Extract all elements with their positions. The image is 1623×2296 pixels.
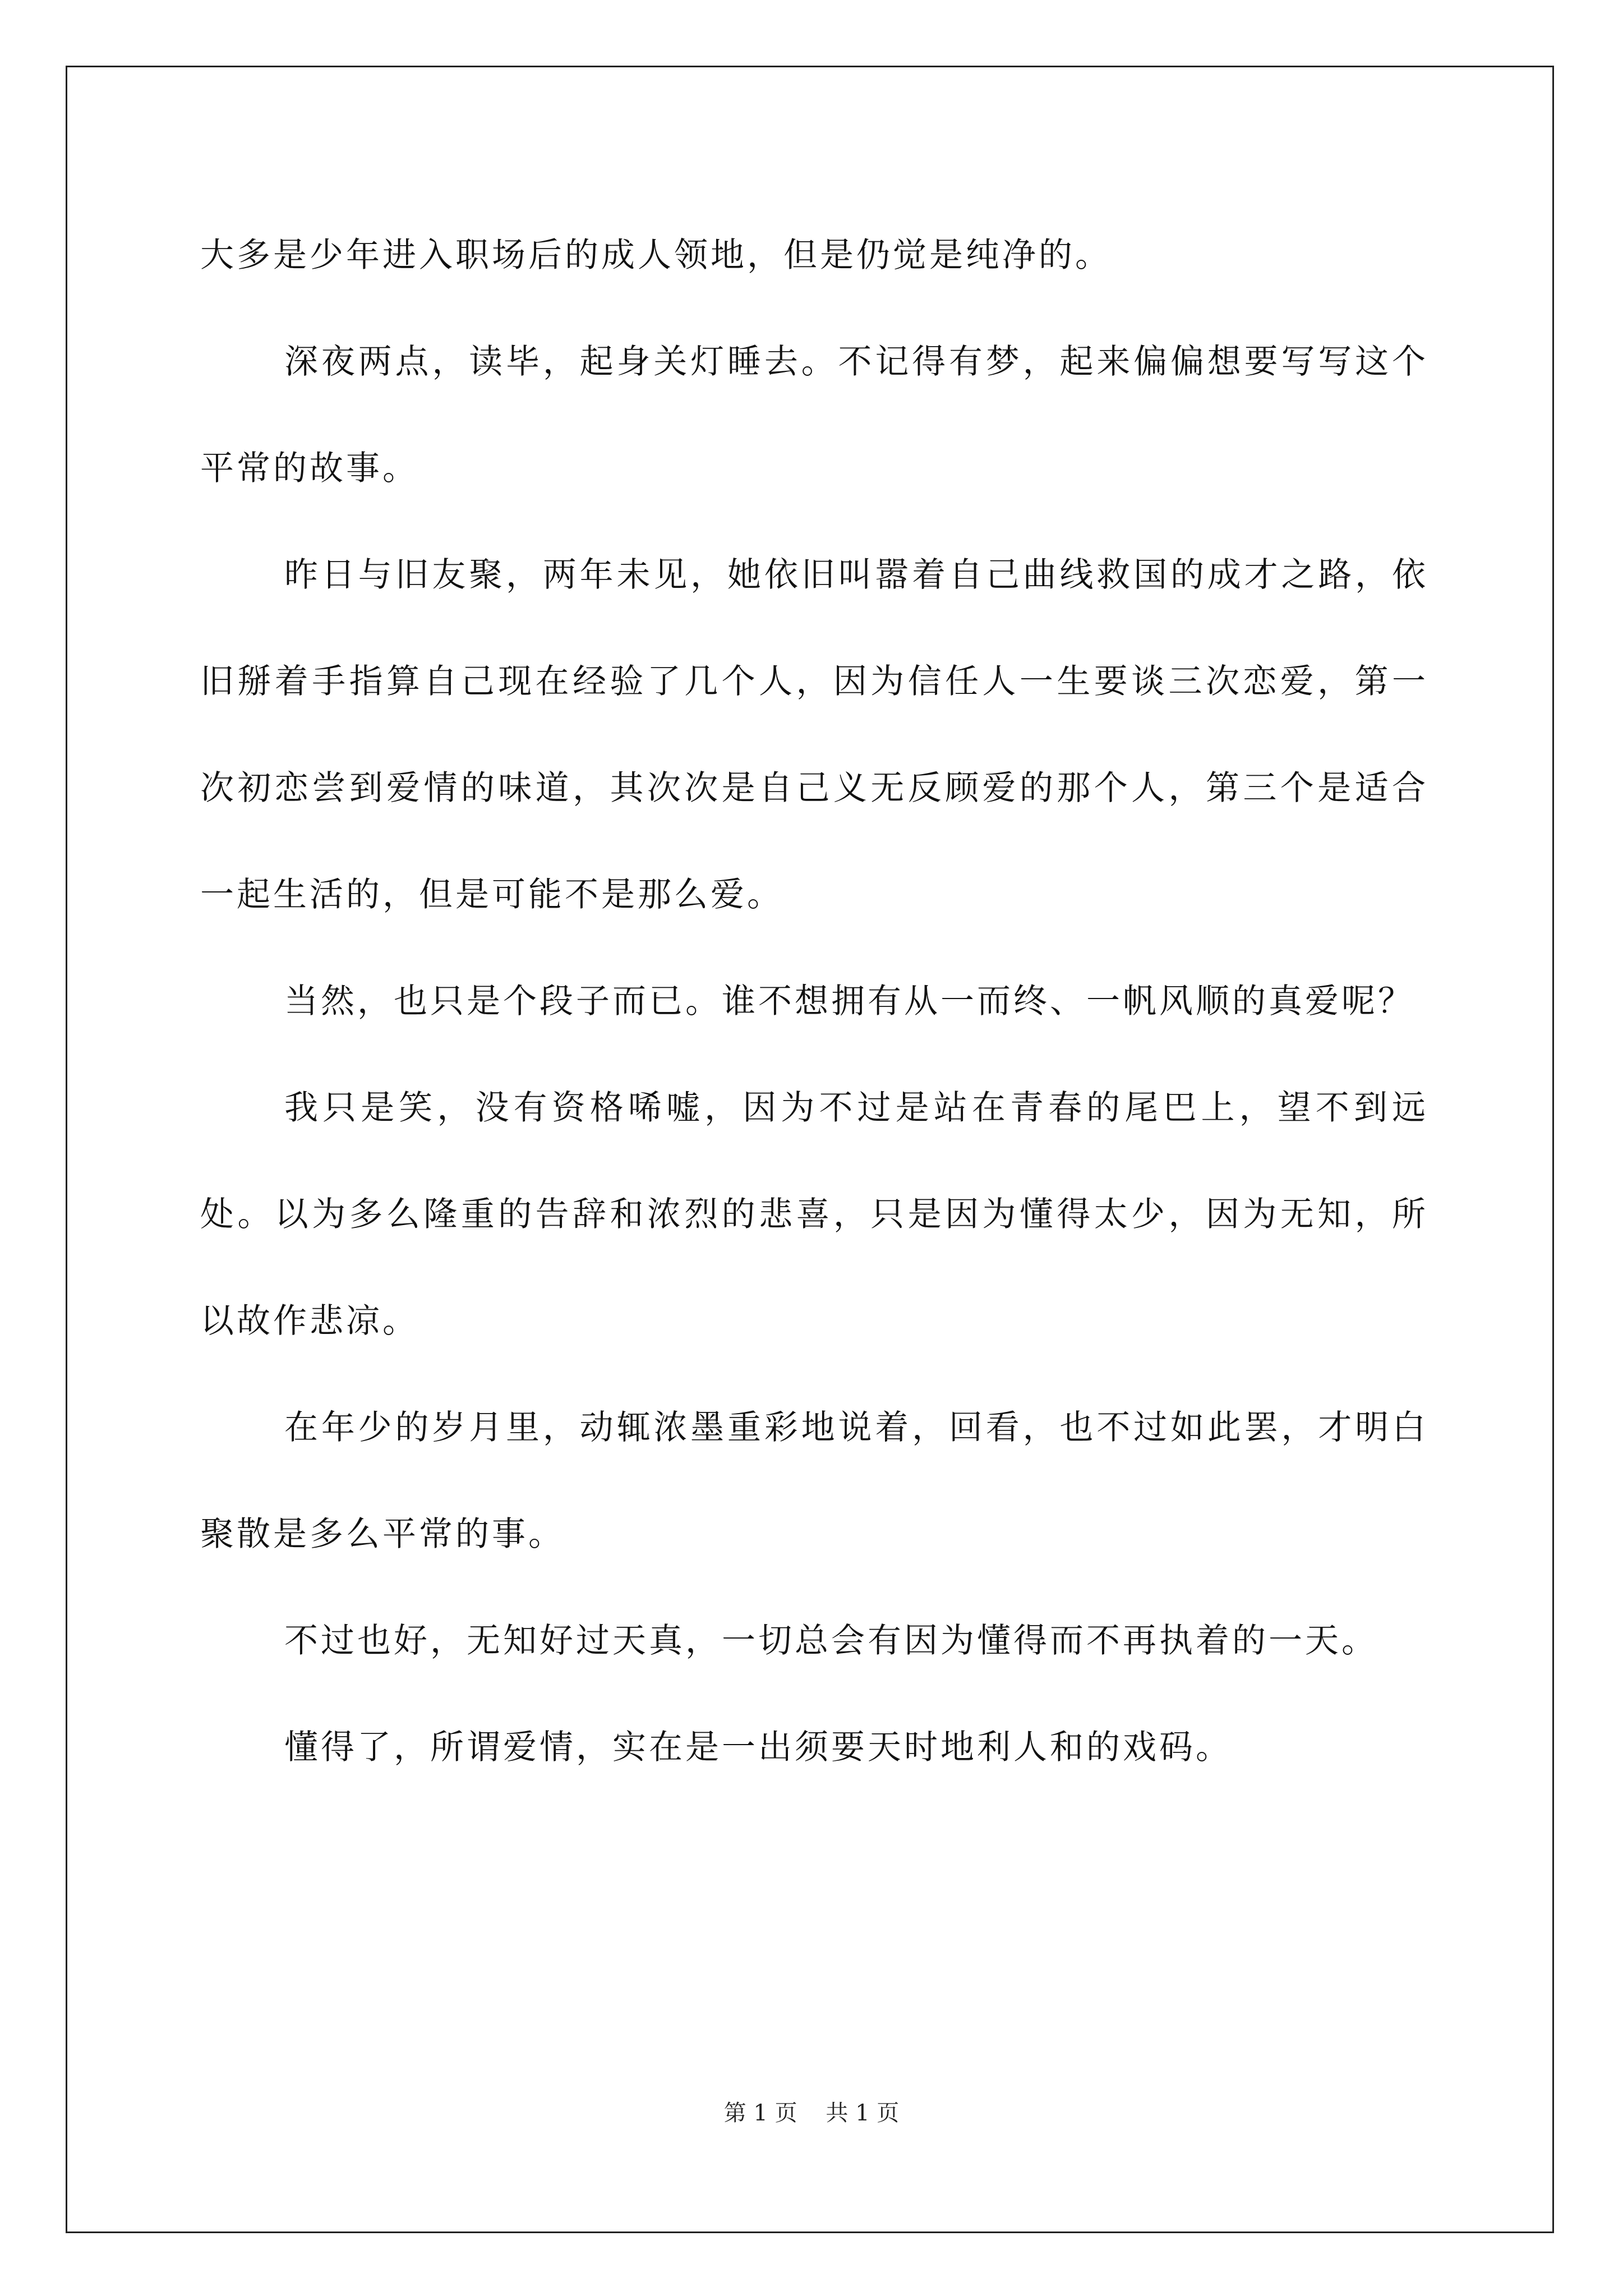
paragraph: 在年少的岁月里，动辄浓墨重彩地说着，回看，也不过如此罢，才明白聚散是多么平常的事。 xyxy=(200,1408,1428,1554)
paragraph: 当然，也只是个段子而已。谁不想拥有从一而终、一帆风顺的真爱呢？ xyxy=(284,982,1414,1021)
page-number-footer: 第 1 页 共 1 页 xyxy=(723,2100,900,2126)
paragraph: 我只是笑，没有资格唏嘘，因为不过是站在青春的尾巴上，望不到远处。以为多么隆重的告辞和浓烈的悲喜，只是因为懂得太少，因为无知，所以故作悲凉。 xyxy=(200,1088,1428,1341)
paragraph: 不过也好，无知好过天真，一切总会有因为懂得而不再执着的一天。 xyxy=(284,1621,1378,1660)
document-body xyxy=(200,202,1428,1801)
paragraph: 大多是少年进入职场后的成人领地，但是仍觉是纯净的。 xyxy=(200,236,1112,275)
paragraph: 昨日与旧友聚，两年未见，她依旧叫嚣着自己曲线救国的成才之路，依旧掰着手指算自己现在经验了几个人，因为信任人一生要谈三次恋爱，第一次初恋尝到爱情的味道，其次次是自己义无反顾爱的那个人，第三个是适合一起生活的，但是可能不是那么爱。 xyxy=(200,555,1428,914)
paragraph: 懂得了，所谓爱情，实在是一出须要天时地利人和的戏码。 xyxy=(284,1728,1232,1767)
paragraph: 深夜两点，读毕，起身关灯睡去。不记得有梦，起来偏偏想要写写这个平常的故事。 xyxy=(200,342,1428,488)
